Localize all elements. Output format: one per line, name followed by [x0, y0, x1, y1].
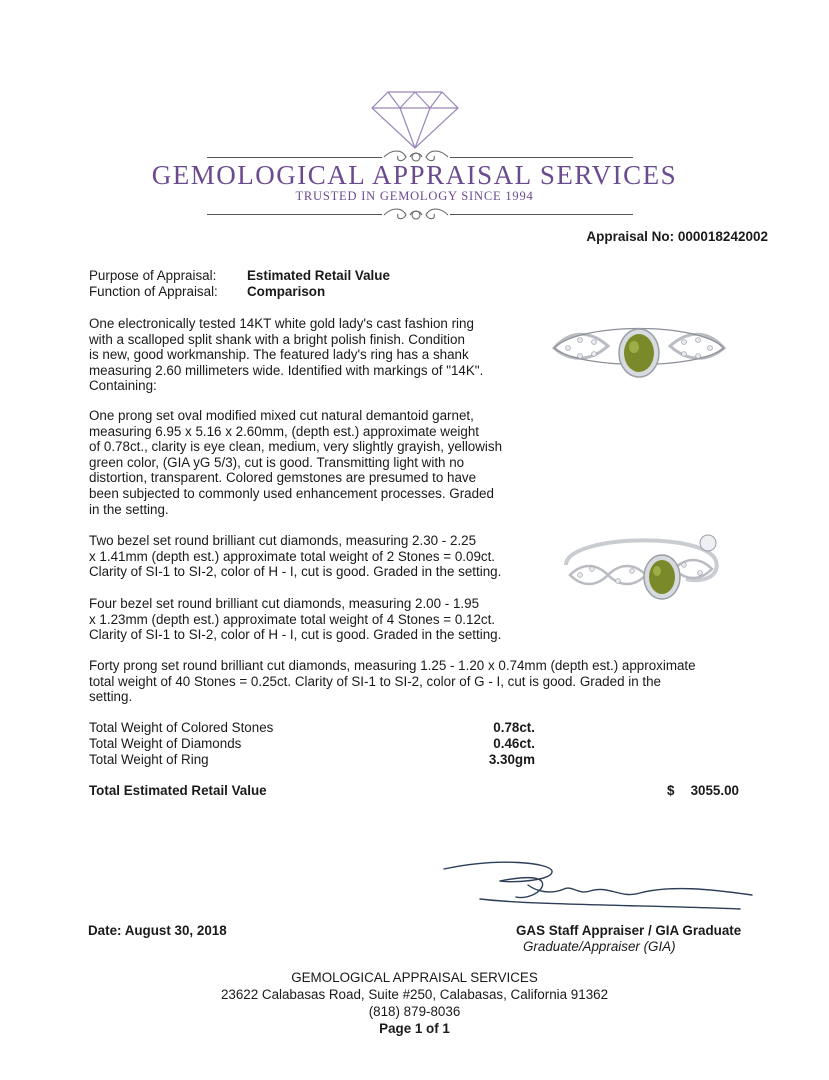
description-forty-diamonds: Forty prong set round brilliant cut diamonds, measuring 1.25 - 1.20 x 0.74mm (depth est.) approximate total weight of 40 Stones = 0.25ct. Clarity of SI-1 to SI-2, color of G - I, cut is good. Graded in the setting.: [89, 658, 696, 705]
total-diamonds-value: 0.46ct.: [493, 736, 535, 751]
footer-company: GEMOLOGICAL APPRAISAL SERVICES: [291, 970, 538, 985]
letterhead-rule-top-left: [207, 157, 382, 158]
total-ring-weight-label: Total Weight of Ring: [89, 752, 209, 767]
letterhead-rule-bottom-left: [207, 214, 382, 215]
company-tagline: TRUSTED IN GEMOLOGY SINCE 1994: [295, 189, 534, 203]
retail-currency: $: [667, 783, 675, 798]
ring-photo-side-view: [556, 525, 728, 613]
ring-photo-top-view: [550, 318, 728, 392]
retail-value-label: Total Estimated Retail Value: [89, 783, 267, 798]
letterhead-rule-bottom-right: [450, 214, 633, 215]
scroll-ornament-icon: [382, 204, 450, 226]
signatory-title: GAS Staff Appraiser / GIA Graduate: [516, 923, 742, 938]
footer-phone: (818) 879-8036: [368, 1004, 461, 1019]
purpose-label: Purpose of Appraisal:: [89, 268, 217, 283]
total-colored-stones-label: Total Weight of Colored Stones: [89, 720, 274, 735]
description-garnet: One prong set oval modified mixed cut natural demantoid garnet, measuring 6.95 x 5.16 x 2.60mm, (depth est.) approximate weight of 0.78ct., clarity is eye clean, medium, very slightly grayish, yellowish green color, (GIA yG 5/3), cut is good. Transmitting light with no distortion, transparent. Colored gemstones are presumed to have been subjected to commonly used enhancement processes. Graded in the setting.: [89, 408, 503, 517]
appraisal-date: Date: August 30, 2018: [88, 923, 227, 938]
diamond-logo-icon: [370, 88, 460, 150]
footer-address: 23622 Calabasas Road, Suite #250, Calabasas, California 91362: [220, 987, 609, 1002]
signature-image: [440, 855, 760, 917]
letterhead-rule-top-right: [450, 157, 633, 158]
function-value: Comparison: [247, 284, 326, 299]
function-label: Function of Appraisal:: [89, 284, 218, 299]
total-colored-stones-value: 0.78ct.: [493, 720, 535, 735]
company-name: GEMOLOGICAL APPRAISAL SERVICES: [151, 160, 678, 190]
description-ring: One electronically tested 14KT white gold lady's cast fashion ring with a scalloped split shank with a bright polish finish. Condition is new, good workmanship. The featured lady's ring has a shank measuring 2.60 millimeters wide. Identified with markings of "14K". Containing:: [89, 316, 484, 394]
purpose-value: Estimated Retail Value: [247, 268, 390, 283]
page-number: Page 1 of 1: [379, 1021, 450, 1036]
signatory-subtitle: Graduate/Appraiser (GIA): [523, 939, 676, 954]
total-diamonds-label: Total Weight of Diamonds: [89, 736, 242, 751]
description-four-diamonds: Four bezel set round brilliant cut diamonds, measuring 2.00 - 1.95 x 1.23mm (depth est.) approximate total weight of 4 Stones = 0.12ct. Clarity of SI-1 to SI-2, color of H - I, cut is good. Graded in the setting.: [89, 596, 502, 643]
retail-amount: 3055.00: [690, 783, 739, 798]
description-two-diamonds: Two bezel set round brilliant cut diamonds, measuring 2.30 - 2.25 x 1.41mm (depth est.) approximate total weight of 2 Stones = 0.09ct. Clarity of SI-1 to SI-2, color of H - I, cut is good. Graded in the setting.: [89, 533, 502, 580]
appraisal-number: Appraisal No: 000018242002: [586, 229, 768, 244]
total-ring-weight-value: 3.30gm: [488, 752, 535, 767]
